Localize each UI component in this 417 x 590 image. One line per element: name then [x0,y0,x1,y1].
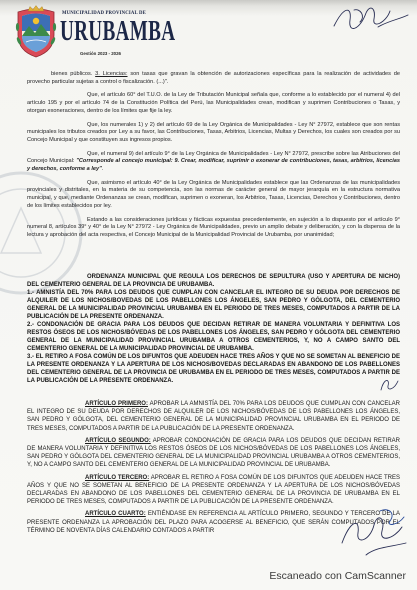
article-label: ARTÍCULO PRIMERO: [85,401,148,407]
consideration-text: Estando a las consideraciones jurídicas y fácticas expuestas precedentemente, en sujeción a lo dispuesto por el artículo 9° numeral 8, artículos 39° y 40° de la Ley N° 27972 - Ley Orgánica de Municipalidades, previo un amplio debate y deliberación, y con la dispensa de la lectura y aprobación del acta respectiva, el Concejo Municipal de la Municipalidad Provincial de Urubamba, por unanimidad; [27,216,400,238]
ordinance-item: 3.- EL RETIRO A FOSA COMÚN DE LOS DIFUNTOS QUE ADEUDEN HACE TRES AÑOS Y QUE NO SE SOMETAN AL BENEFICIO DE LA PRESENTE ORDENANZA Y LA APERTURA DE LOS NICHOS/BOVEDAS DECLARADAS EN ABANDONO DE LOS PABELLONES DEL CEMENTERIO GENERAL DE LA PROVINCIA DE URUBAMBA EN EL PERIODO DE TRES MESES, COMPUTADOS A PARTIR DE LA PUBLICACIÓN DE LA PRESENTE ORDENANZA. [27,354,400,384]
coat-of-arms-icon [15,5,57,58]
administration-term: Gestión 2023 - 2026 [80,51,122,56]
article-label: ARTÍCULO CUARTO: [85,511,146,518]
consideration-text: Que, asimismo el artículo 40° de la Ley Orgánica de Municipalidades establece que las Ordenanzas de las municipalidades provinciales y distritales, en la materia de su competencia, son las normas de carácter general de mayor jerarquía en la estructura normativa municipal, y que, mediante Ordenanzas se crean, modifican, suprimen o exoneran, los Arbitrios, Tasas, Licencias, Derechos y Contribuciones, dentro de los límites establecidos por ley. [27,179,400,209]
article-paragraph [27,474,400,507]
considerations-section [27,71,400,246]
consideration-text: Que, el numeral 9) del artículo 9° de la Ley Orgánica de Municipalidades - Ley N° 27972, prescribe sobre las Atribuciones del Concejo Municipal: [27,150,400,165]
consideration-text: son tasas que gravan la obtención de autorizaciones específicas para la realización de actividades de provecho particular sujetas a control o fiscalización. (...)". [27,71,400,85]
consideration-text: . [101,166,104,173]
ordinance-item: 1.- AMNISTÍA DEL 70% PARA LOS DEUDOS QUE CUMPLAN CON CANCELAR EL INTEGRO DE SU DEUDA POR DERECHOS DE ALQUILER DE LOS NICHOS/BOVEDAS DE LOS PABELLONES LOS ÁNGELES, SAN PEDRO Y GÓLGOTA, DEL CEMENTERIO GENERAL DE LA MUNICIPALIDAD PROVINCIAL URUBAMBA EN EL PERIODO DE TRES MESES, COMPUTADOS A PARTIR DE LA PUBLICACIÓN DE LA PRESENTE ORDENANZA. [27,290,400,320]
consideration-paragraph [27,180,400,211]
consideration-underlined-text: 3. Licencias: [95,71,128,77]
article-text: ENTIÉNDASE EN REFERENCIA AL ARTÍCULO PRIMERO, SEGUNDO Y TERCERO DE LA PRESENTE ORDENANZA LA APROBACIÓN DEL PLAZO PARA ACOGERSE AL BENEFICIO, QUE SERÁN COMPUTADOS POR EL TÉRMINO DE NOVENTA DÍAS CALENDARIO CONTADOS A PARTIR [27,511,401,534]
consideration-quote: "Corresponde al concejo municipal: 9. Crear, modificar, suprimir o exonerar de contribuciones, tasas, arbitrios, licencias y derechos, conforme a ley" [27,158,400,173]
handwritten-signature-bottom [336,503,410,561]
article-text: APROBAR CONDONACIÓN DE GRACIA PARA LOS DEUDOS QUE DECIDAN RETIRAR DE MANERA VOLUNTARIA Y DEFINITIVA LOS RESTOS ÓSEOS DE LOS NICHOS/BÓVEDAS DE LOS PABELLONES LOS ÁNGELES, SAN PEDRO Y GÓLGOTA DEL CEMENTERIO GENERAL DE LA MUNICIPALIDAD PROVINCIAL URUBAMBA A OTROS CEMENTERIOS, Y, NO A CAMPO SANTO DEL CEMENTERIO GENERAL DE LA MUNICIPALIDAD PROVINCIAL DE URUBAMBA. [27,437,400,469]
consideration-paragraph [27,217,400,240]
consideration-text: Que, los numerales 1) y 2) del artículo 69 de la Ley Orgánica de Municipalidades - Ley N° 27972, establece que son rentas municipales los tributos creados por Ley a su favor, las Contribuciones, Tasas, Arbitrios, Licencias, Multas y Derechos, los cuales son creados por su Concejo Municipal y que constituyen sus ingresos propios. [27,121,400,143]
consideration-paragraph [27,71,400,86]
article-paragraph [27,400,400,433]
municipality-name: URUBAMBA [60,15,176,47]
handwritten-initials [378,376,402,394]
article-text: APROBAR LA AMNISTÍA DEL 70% PARA LOS DEUDOS QUE CUMPLAN CON CANCELAR EL INTEGRO DE SU DEUDA POR DERECHOS DE ALQUILER DE LOS NICHOS/BÓVEDAS DE LOS PABELLONES LOS ÁNGELES, SAN PEDRO Y GÓLGOTA, DEL CEMENTERIO GENERAL DE LA MUNICIPALIDAD PROVINCIAL URUBAMBA EN EL PERIODO DE TRES MESES, COMPUTADOS A PARTIR DE LA PUBLICACIÓN DE LA PRESENTE ORDENANZA. [27,401,400,432]
consideration-text: Que, el artículo 60° del T.U.O. de la Ley de Tributación Municipal señala que, conforme a lo establecido por el numeral 4) del artículo 195 y por el artículo 74 de la Constitución Política del Perú, las Municipalidades crean, modifican y suprimen Contribuciones o Tasas, y otorgan exoneraciones, dentro de los límites que fije la ley. [27,92,400,114]
consideration-paragraph [27,151,400,174]
scanner-app-watermark: Escaneado con CamScanner [269,570,406,582]
consideration-paragraph [27,92,400,115]
ordinance-item: 2.- CONDONACIÓN DE GRACIA PARA LOS DEUDOS QUE DECIDAN RETIRAR DE MANERA VOLUNTARIA Y DEFINITIVA LOS RESTOS ÓSEOS DE LOS NICHOS/BÓVEDAS DE LOS PABELLONES LOS ÁNGELES, SAN PEDRO Y GÓLGOTA DEL CEMENTERIO GENERAL DE LA MUNICIPALIDAD PROVINCIAL URUBAMBA A OTROS CEMENTERIOS, Y, NO A CAMPO SANTO DEL CEMENTERIO GENERAL DE LA MUNICIPALIDAD PROVINCIAL DE URUBAMBA. [27,322,400,352]
municipality-prefix: MUNICIPALIDAD PROVINCIAL DE [62,11,146,16]
consideration-text: bienes públicos. [51,71,96,77]
handwritten-signature-top [330,2,412,34]
article-text: APROBAR EL RETIRO A FOSA COMÚN DE LOS DIFUNTOS QUE ADEUDEN HACE TRES AÑOS Y QUE NO SE SOMETAN AL BENEFICIO DE LA PRESENTE ORDENANZA Y LA APERTURA DE LOS NICHOS/BÓVEDAS DECLARADAS EN ABANDONO DE LOS PABELLONES DEL CEMENTERIO GENERAL DE LA PROVINCIA DE URUBAMBA EN EL PERIODO DE TRES MESES, COMPUTADOS A PARTIR DE LA PUBLICACIÓN DE LA PRESENTE ORDENANZA. [27,474,400,506]
ordinance-title: ORDENANZA MUNICIPAL QUE REGULA LOS DERECHOS DE SEPULTURA (USO Y APERTURA DE NICHO) DEL CEMENTERIO GENERAL DE LA PROVINCIA DE URUBAMBA. [27,274,400,288]
article-paragraph [27,437,400,470]
article-label: ARTÍCULO SEGUNDO: [85,437,151,444]
ordinance-section [27,273,400,385]
article-label: ARTÍCULO TERCERO: [85,474,150,481]
consideration-paragraph [27,122,400,145]
